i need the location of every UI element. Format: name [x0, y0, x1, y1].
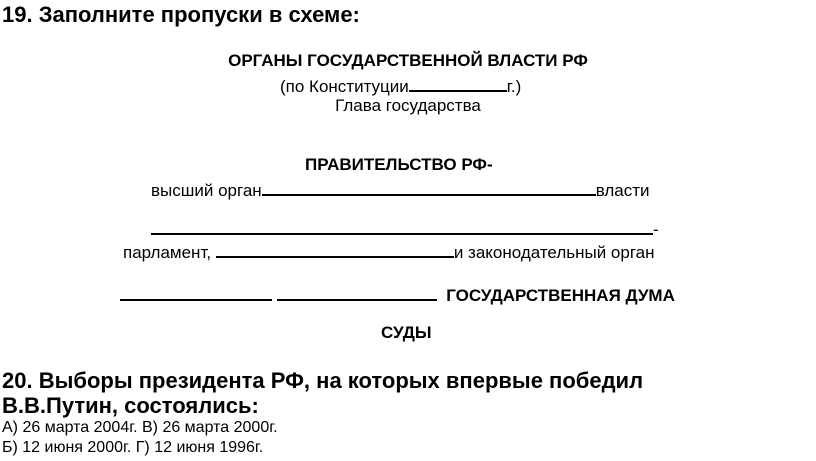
courts-label: СУДЫ — [381, 323, 432, 342]
parliament-suffix: и законодательный орган — [453, 243, 655, 262]
power-type-blank[interactable] — [262, 178, 596, 196]
parliament-type-blank[interactable] — [216, 240, 454, 258]
parliament-prefix: парламент, — [123, 243, 212, 262]
task-20-heading-line1: 20. Выборы президента РФ, на которых впервые победил — [2, 368, 644, 393]
parliament-name-line — [151, 217, 659, 240]
task-20-heading-line2: В.В.Путин, состоялись: — [2, 393, 259, 418]
chambers-line — [120, 283, 675, 306]
government-label: ПРАВИТЕЛЬСТВО РФ- — [305, 155, 493, 174]
highest-organ-prefix: высший орган — [151, 181, 262, 200]
parliament-line — [123, 240, 655, 263]
constitution-suffix: г.) — [506, 77, 522, 96]
upper-chamber-blank-2[interactable] — [277, 283, 437, 301]
parliament-name-blank[interactable] — [151, 217, 653, 235]
task-20-options-line2: Б) 12 июня 2000г. Г) 12 июня 1996г. — [2, 439, 264, 456]
constitution-line — [280, 74, 521, 97]
task-19-heading: 19. Заполните пропуски в схеме: — [2, 2, 360, 27]
head-of-state: Глава государства — [335, 96, 481, 115]
highest-organ-suffix: власти — [595, 181, 650, 200]
constitution-year-blank[interactable] — [409, 74, 507, 92]
highest-organ-line — [151, 178, 650, 201]
task-20-options-line1: А) 26 марта 2004г. В) 26 марта 2000г. — [2, 419, 278, 436]
parliament-dash: - — [653, 220, 659, 239]
scheme-title: ОРГАНЫ ГОСУДАРСТВЕННОЙ ВЛАСТИ РФ — [228, 51, 588, 70]
upper-chamber-blank-1[interactable] — [120, 283, 272, 301]
state-duma-label: ГОСУДАРСТВЕННАЯ ДУМА — [446, 286, 675, 305]
constitution-prefix: (по Конституции — [280, 77, 409, 96]
